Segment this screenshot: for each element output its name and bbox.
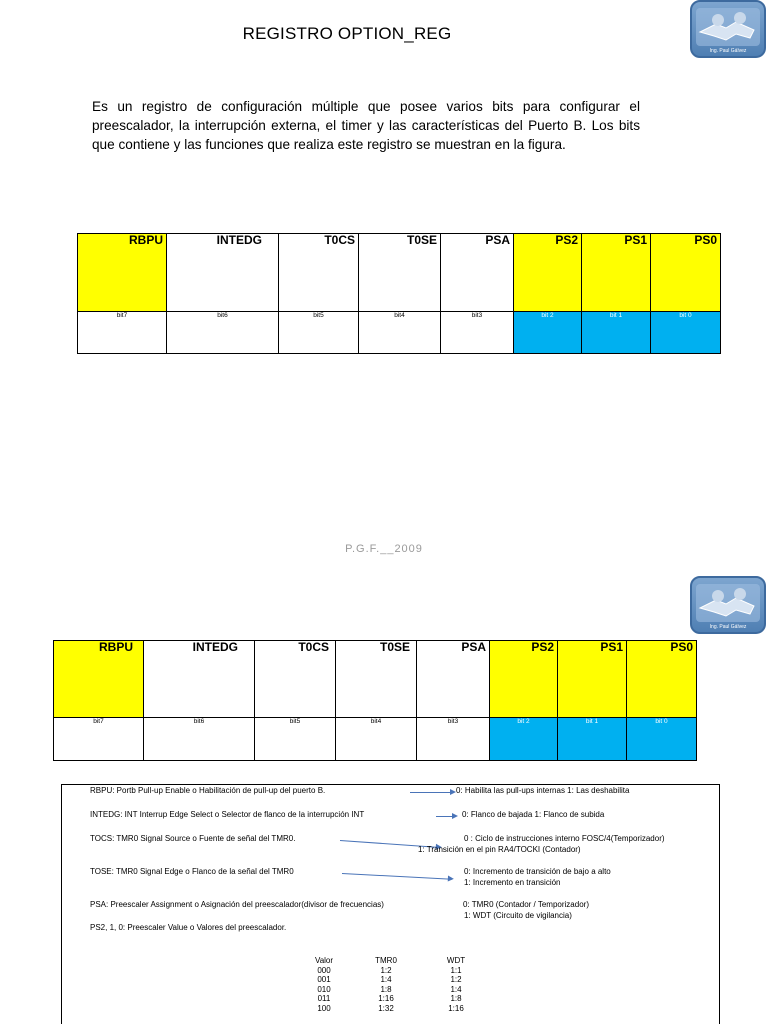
register-cell-ps0: PS0: [627, 641, 697, 718]
table-header: WDT: [446, 956, 466, 965]
register-table: [53, 640, 697, 761]
bit-label-3: bit3: [417, 718, 490, 761]
prescaler-col-tmr0: [370, 956, 402, 1013]
desc-tose-v1: 1: Incremento en transición: [464, 878, 561, 887]
register-cell-ps2: PS2: [490, 641, 558, 718]
desc-tocs-v0: 0 : Ciclo de instrucciones interno FOSC/4(Temporizador): [464, 834, 665, 843]
bit-label-2: bit 2: [490, 718, 558, 761]
handshake-logo-icon: [690, 0, 766, 58]
desc-ps: PS2, 1, 0: Preescaler Value o Valores del preescalador.: [90, 923, 287, 932]
page-title: REGISTRO OPTION_REG: [242, 24, 452, 43]
table-cell: 1:16: [448, 1003, 464, 1013]
register-cell-t0cs: T0CS: [279, 234, 359, 312]
handshake-icon: [692, 2, 764, 52]
slide-footer: P.G.F.__2009: [345, 543, 423, 555]
bit-label-6: bit6: [144, 718, 255, 761]
desc-tose-v0: 0: Incremento de transición de bajo a alto: [464, 867, 611, 876]
table-cell: 1:2: [450, 975, 462, 984]
register-cell-t0se: T0SE: [359, 234, 441, 312]
table-cell: 100: [317, 1003, 331, 1013]
bit-label-0: bit 0: [627, 718, 697, 761]
table-cell: 1:32: [378, 1003, 394, 1013]
table-cell: 001: [317, 975, 331, 984]
register-cell-ps0: PS0: [651, 234, 721, 312]
table-cell: 1:16: [378, 994, 394, 1003]
table-cell: 000: [317, 965, 331, 975]
desc-tocs-v1: 1: Transición en el pin RA4/TOCKI (Contador): [418, 845, 581, 854]
bit-label-5: bit5: [255, 718, 336, 761]
bit-label-4: bit4: [336, 718, 417, 761]
bit-label-4: bit4: [359, 312, 441, 354]
desc-psa-v0: 0: TMR0 (Contador / Temporizador): [463, 900, 589, 909]
intro-paragraph: Es un registro de configuración múltiple que posee varios bits para configurar el preescalador, la interrupción externa, el timer y las características del Puerto B. Los bits que contiene y las funciones que realiza este registro se muestran en la figura.: [92, 99, 640, 152]
register-cell-ps1: PS1: [558, 641, 627, 718]
desc-psa: PSA: Preescaler Assignment o Asignación del preescalador(divisor de frecuencias): [90, 900, 384, 909]
desc-psa-v1: 1: WDT (Circuito de vigilancia): [464, 911, 572, 920]
bit-label-7: bit7: [54, 718, 144, 761]
register-table: [77, 233, 721, 354]
prescaler-col-wdt: [440, 956, 472, 1013]
bit-label-1: bit 1: [582, 312, 651, 354]
handshake-icon: [692, 578, 764, 628]
register-cell-psa: PSA: [441, 234, 514, 312]
bit-label-2: bit 2: [514, 312, 582, 354]
table-header: Valor: [314, 956, 334, 965]
bit-label-0: bit 0: [651, 312, 721, 354]
bit-label-1: bit 1: [558, 718, 627, 761]
handshake-logo-icon: [690, 576, 766, 634]
register-cell-t0cs: T0CS: [255, 641, 336, 718]
bit-label-6: bit6: [167, 312, 279, 354]
register-cell-psa: PSA: [417, 641, 490, 718]
logo-caption: Ing. Paul Gálvez: [709, 624, 747, 630]
prescaler-col-valor: [310, 956, 338, 1013]
arrow-icon: [436, 816, 456, 817]
desc-tocs: TOCS: TMR0 Signal Source o Fuente de señal del TMR0.: [90, 834, 296, 843]
register-cell-rbpu: RBPU: [78, 234, 167, 312]
bit-label-3: bit3: [441, 312, 514, 354]
arrow-icon: [410, 792, 454, 793]
register-cell-ps2: PS2: [514, 234, 582, 312]
bit-label-7: bit7: [78, 312, 167, 354]
table-cell: 010: [317, 984, 331, 994]
table-cell: 1:2: [380, 965, 392, 975]
register-cell-rbpu: RBPU: [54, 641, 144, 718]
desc-tose: TOSE: TMR0 Signal Edge o Flanco de la señal del TMR0: [90, 867, 294, 876]
logo-caption: Ing. Paul Gálvez: [709, 48, 747, 54]
register-cell-intedg: INTEDG: [167, 234, 279, 312]
table-cell: 1:4: [450, 984, 462, 994]
table-cell: 1:8: [450, 994, 462, 1003]
desc-rbpu-values: 0: Habilita las pull-ups internas 1: Las deshabilita: [456, 786, 630, 795]
table-cell: 011: [317, 994, 331, 1003]
table-cell: 1:4: [380, 975, 392, 984]
slide-2: [0, 572, 768, 1024]
desc-intedg-values: 0: Flanco de bajada 1: Flanco de subida: [462, 810, 605, 819]
table-cell: 1:1: [450, 965, 462, 975]
register-cell-intedg: INTEDG: [144, 641, 255, 718]
register-cell-t0se: T0SE: [336, 641, 417, 718]
register-cell-ps1: PS1: [582, 234, 651, 312]
bit-label-5: bit5: [279, 312, 359, 354]
table-header: TMR0: [375, 956, 397, 965]
table-cell: 1:8: [380, 984, 392, 994]
desc-intedg: INTEDG: INT Interrup Edge Select o Selector de flanco de la interrupción INT: [90, 810, 365, 819]
desc-rbpu: RBPU: Portb Pull-up Enable o Habilitación de pull-up del puerto B.: [90, 786, 326, 795]
